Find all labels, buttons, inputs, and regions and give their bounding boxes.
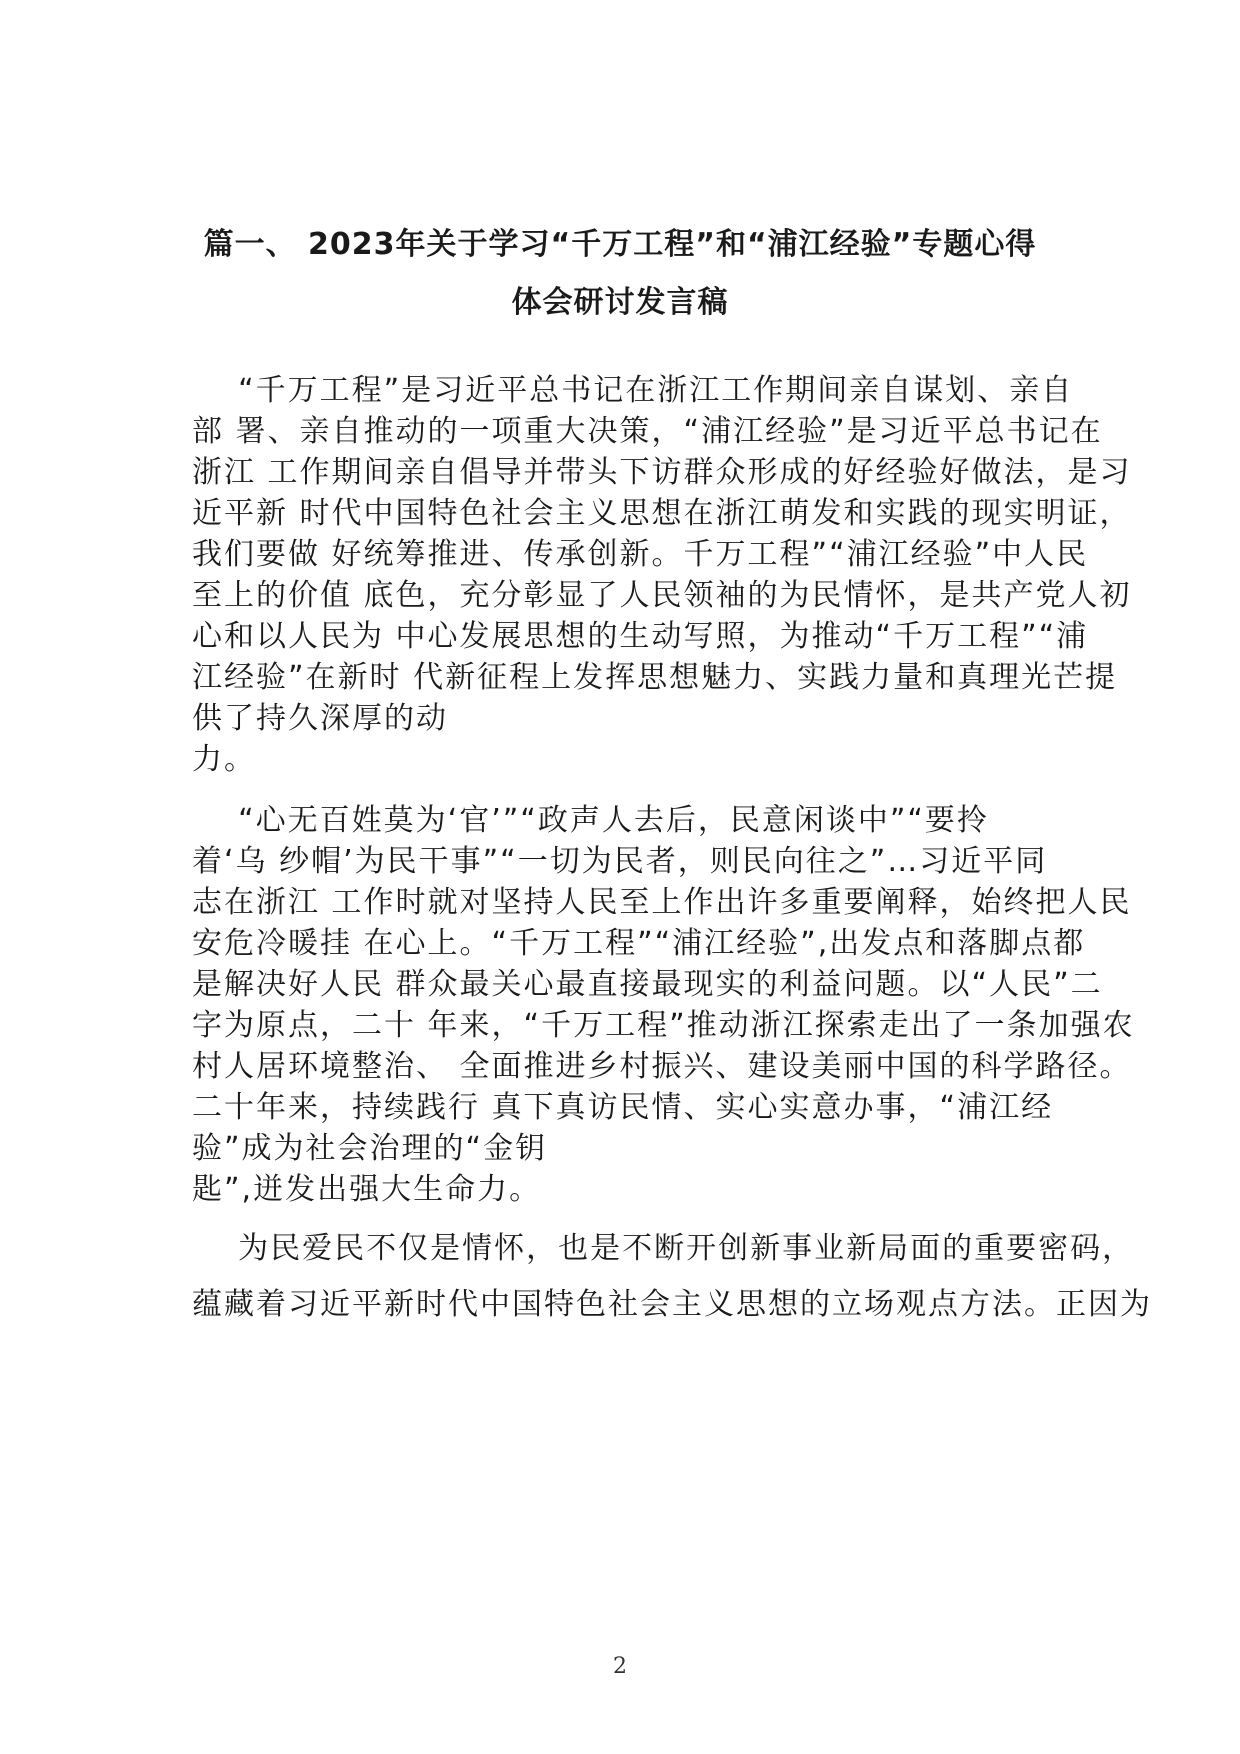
body-line: 验”成为社会治理的“金钥: [192, 1131, 548, 1166]
document-title-line-2: 体会研讨发言稿: [511, 285, 729, 320]
body-line: “心无百姓莫为‘官’”“政声人去后，民意闲谈中”“要拎: [192, 803, 989, 838]
body-line: 蕴藏着习近平新时代中国特色社会主义思想的立场观点方法。正因为: [192, 1287, 1152, 1322]
page-number: 2: [613, 1654, 627, 1679]
body-line: 我们要做 好统筹推进、传承创新。千万工程”“浦江经验”中人民: [192, 537, 1089, 572]
body-line: 志在浙江 工作时就对坚持人民至上作出许多重要阐释，始终把人民: [192, 885, 1132, 920]
body-line: 为民爱民不仅是情怀，也是不断开创新事业新局面的重要密码，: [192, 1231, 1135, 1266]
body-line: “千万工程”是习近平总书记在浙江工作期间亲自谋划、亲自: [192, 373, 1074, 408]
body-line: 安危冷暖挂 在心上。“千万工程”“浦江经验”,出发点和落脚点都: [192, 926, 1086, 961]
body-line: 供了持久深厚的动: [192, 701, 448, 736]
body-line: 近平新 时代中国特色社会主义思想在浙江萌发和实践的现实明证，: [192, 496, 1132, 531]
body-line: 力。: [192, 742, 256, 777]
body-line: 心和以人民为 中心发展思想的生动写照，为推动“千万工程”“浦: [192, 619, 1089, 654]
body-line: 二十年来，持续践行 真下真访民情、实心实意办事，“浦江经: [192, 1090, 1054, 1125]
body-line: 是解决好人民 群众最关心最直接最现实的利益问题。以“人民”二: [192, 967, 1103, 1002]
body-line: 部 署、亲自推动的一项重大决策，“浦江经验”是习近平总书记在: [192, 414, 1103, 449]
body-line: 至上的价值 底色，充分彰显了人民领袖的为民情怀，是共产党人初: [192, 578, 1132, 613]
body-line: 字为原点，二十 年来，“千万工程”推动浙江探索走出了一条加强农: [192, 1008, 1135, 1043]
body-line: 匙”,迸发出强大生命力。: [192, 1172, 542, 1207]
body-line: 村人居环境整治、 全面推进乡村振兴、建设美丽中国的科学路径。: [192, 1049, 1132, 1084]
document-title-line-1: 篇一、 2023年关于学习“千万工程”和“浦江经验”专题心得: [203, 227, 1037, 262]
body-line: 浙江 工作期间亲自倡导并带头下访群众形成的好经验好做法，是习: [192, 455, 1132, 490]
body-line: 江经验”在新时 代新征程上发挥思想魅力、实践力量和真理光芒提: [192, 660, 1118, 695]
body-line: 着‘乌 纱帽’为民干事”“一切为民者，则民向往之”…习近平同: [192, 844, 1048, 879]
